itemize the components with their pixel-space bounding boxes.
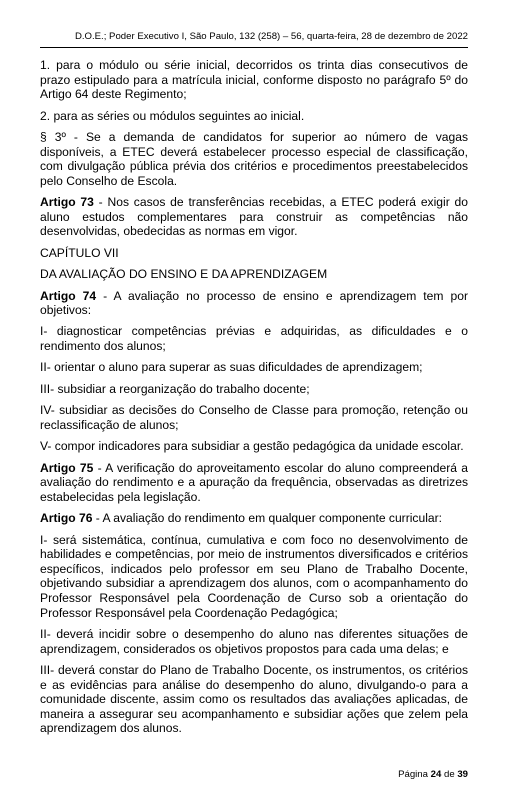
paragraph: II- orientar o aluno para superar as suas dificuldades de aprendizagem; xyxy=(40,360,423,375)
page-number: 24 xyxy=(430,769,442,780)
article-paragraph: Artigo 76 - A avaliação do rendimento em qualquer componente curricular: xyxy=(40,511,442,526)
paragraph: § 3º - Se a demanda de candidatos for superior ao número de vagas disponíveis, a ETEC deverá estabelecer processo especial de classificação, com divulgação pública prévia dos critérios e procedimentos preestabelecidos pelo Conselho de Escola. xyxy=(40,129,468,188)
article-paragraph: Artigo 74 - A avaliação no processo de ensino e aprendizagem tem por objetivos: xyxy=(40,288,468,318)
chapter-title: DA AVALIAÇÃO DO ENSINO E DA APRENDIZAGEM xyxy=(40,267,328,282)
paragraph: I- será sistemática, contínua, cumulativa e com foco no desenvolvimento de habilidades e competências, por meio de instrumentos diversificados e critérios específicos, indicados pelo professor em seu Plano de Trabalho Docente, objetivando subsidiar a aprendizagem dos alunos, com o acompanhamento do Professor Responsável pela Coordenação de Curso sob a orientação do Professor Responsável pela Coordenação Pedagógica; xyxy=(40,532,468,620)
paragraph: III- subsidiar a reorganização do trabalho docente; xyxy=(40,381,310,396)
header-divider xyxy=(40,47,468,48)
article-number: Artigo 76 xyxy=(40,511,93,526)
chapter-heading: CAPÍTULO VII xyxy=(40,245,119,260)
document-body xyxy=(40,58,468,743)
paragraph: I- diagnosticar competências prévias e adquiridas, as dificuldades e o rendimento dos alunos; xyxy=(40,324,468,354)
article-number: Artigo 75 xyxy=(40,460,94,475)
article-number: Artigo 74 xyxy=(40,288,97,303)
page-total: 39 xyxy=(457,769,468,780)
article-number: Artigo 73 xyxy=(40,195,94,210)
page-footer: Página 24 de 39 xyxy=(398,769,468,780)
paragraph: IV- subsidiar as decisões do Conselho de Classe para promoção, retenção ou reclassificação de alunos; xyxy=(40,403,468,432)
page-header: D.O.E.; Poder Executivo I, São Paulo, 132 (258) – 56, quarta-feira, 28 de dezembro de 2022 xyxy=(74,31,468,42)
paragraph: II- deverá incidir sobre o desempenho do aluno nas diferentes situações de aprendizagem, considerados os objetivos propostos para cada uma delas; e xyxy=(40,626,468,656)
article-paragraph: Artigo 73 - Nos casos de transferências recebidas, a ETEC poderá exigir do aluno estudos complementares para construir as competências não desenvolvidas, obedecidas as normas em vigor. xyxy=(40,195,468,239)
article-paragraph: Artigo 75 - A verificação do aproveitamento escolar do aluno compreenderá a avaliação do rendimento e a apuração da frequência, observadas as diretrizes estabelecidas pela legislação. xyxy=(40,460,468,504)
paragraph: 1. para o módulo ou série inicial, decorridos os trinta dias consecutivos de prazo estipulado para a matrícula inicial, conforme disposto no parágrafo 5º do Artigo 64 deste Regimento; xyxy=(40,58,468,102)
paragraph: 2. para as séries ou módulos seguintes ao inicial. xyxy=(40,108,305,123)
paragraph: III- deverá constar do Plano de Trabalho Docente, os instrumentos, os critérios e as evidências para análise do desempenho do aluno, divulgando-o para a comunidade discente, assim como os resultados das avaliações aplicadas, de maneira a assegurar seu acompanhamento e subsidiar ações que zelem pela aprendizagem dos alunos. xyxy=(40,662,468,736)
paragraph: V- compor indicadores para subsidiar a gestão pedagógica da unidade escolar. xyxy=(40,439,464,454)
